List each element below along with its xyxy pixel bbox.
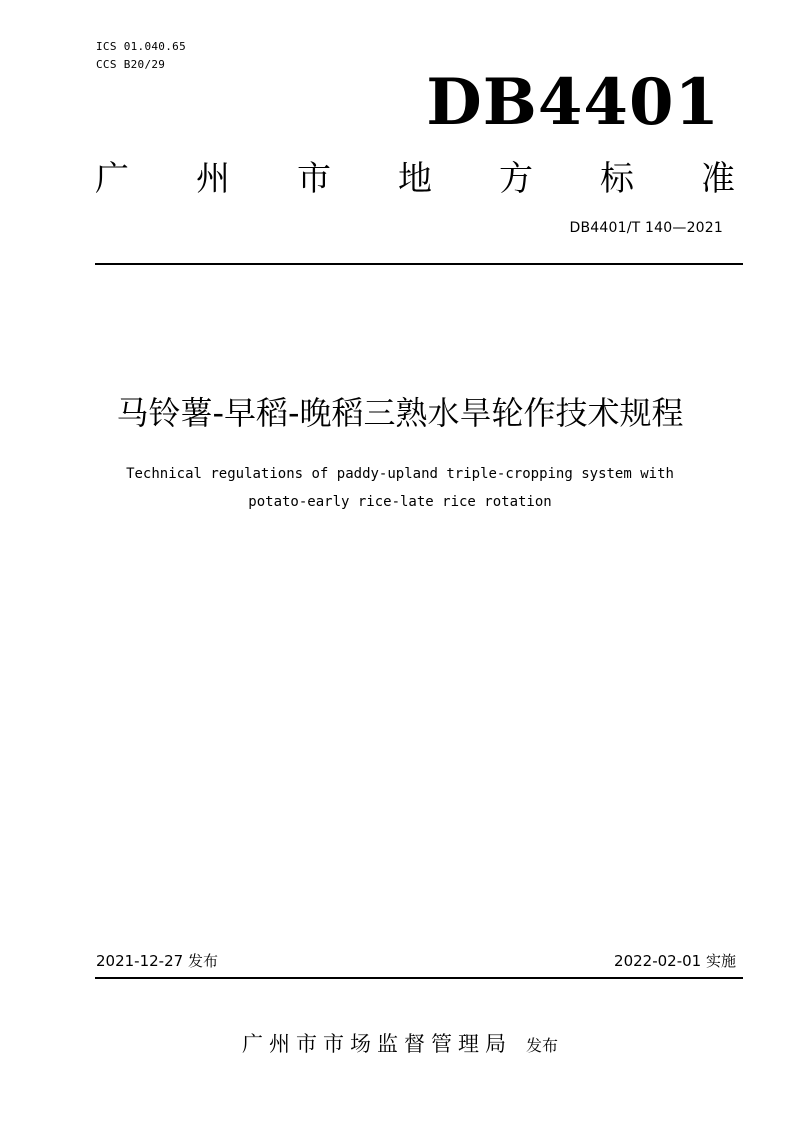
issued-label: 发布 (525, 1036, 558, 1055)
bottom-divider (95, 977, 743, 979)
standard-type-char: 州 (196, 158, 230, 199)
standard-type-char: 地 (398, 158, 432, 199)
ics-code: ICS 01.040.65 (96, 40, 186, 53)
top-divider (95, 263, 743, 265)
issue-date: 2021-12-27 发布 (96, 952, 218, 970)
standard-type-char: 广 (95, 158, 129, 199)
title-chinese: 马铃薯-早稻-晚稻三熟水旱轮作技术规程 (116, 394, 684, 432)
standard-code-heading: DB4401 (426, 65, 720, 140)
standard-type-heading (95, 150, 735, 200)
title-english-line-1: Technical regulations of paddy-upland triple-cropping system with (126, 466, 674, 482)
title-english-line-2: potato-early rice-late rice rotation (248, 494, 552, 510)
implementation-date: 2022-02-01 实施 (614, 952, 736, 970)
issuer-name: 广州市市场监督管理局 (241, 1032, 512, 1056)
standard-type-char: 准 (701, 158, 735, 199)
standard-type-char: 标 (600, 158, 634, 199)
standard-type-char: 方 (499, 158, 533, 199)
standard-number: DB4401/T 140—2021 (569, 220, 723, 236)
standard-type-char: 市 (297, 158, 331, 199)
issuer (0, 1026, 800, 1064)
ccs-code: CCS B20/29 (96, 58, 166, 71)
